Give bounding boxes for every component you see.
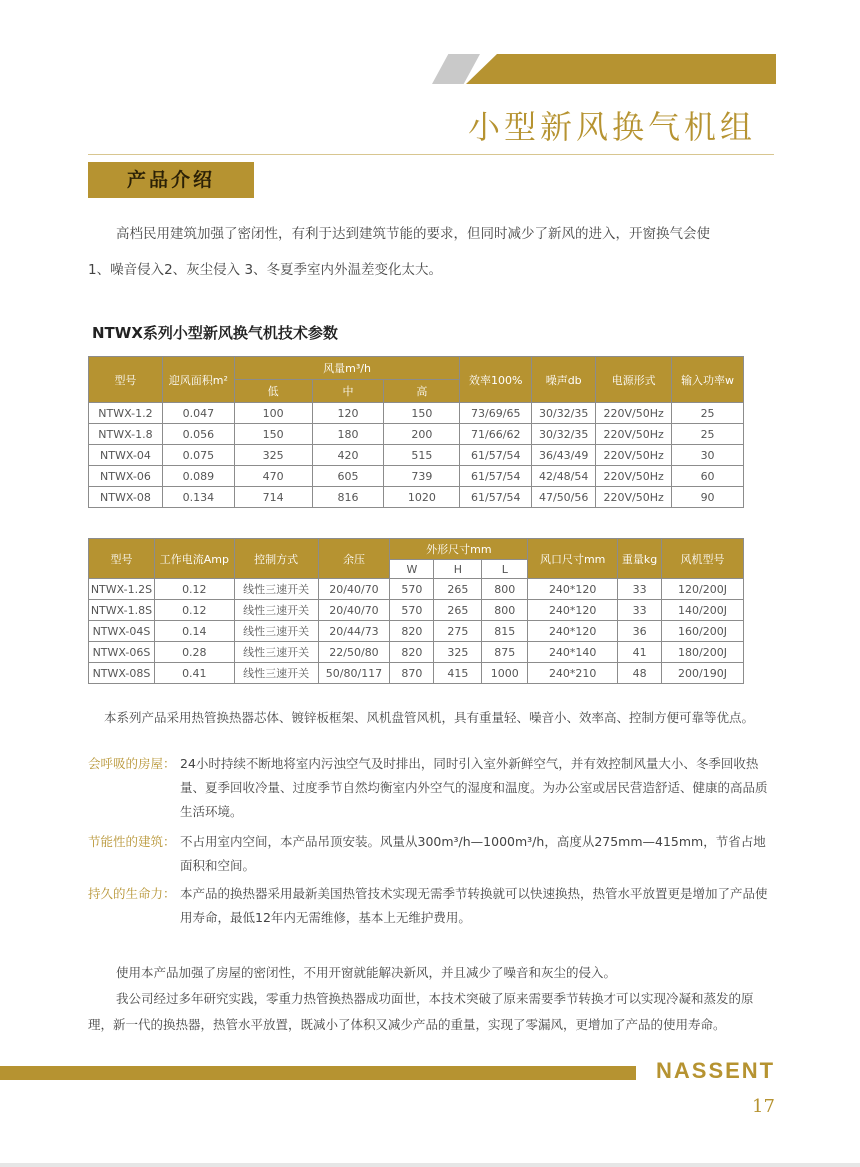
- table-row: [89, 600, 744, 621]
- table-cell: NTWX-08S: [89, 663, 155, 684]
- table-cell: 265: [434, 600, 482, 621]
- table-row: [89, 466, 744, 487]
- table-cell: 20/40/70: [318, 579, 390, 600]
- table-row: [89, 642, 744, 663]
- table-cell: 240*140: [528, 642, 618, 663]
- table-cell: 870: [390, 663, 434, 684]
- header-band-gold: [466, 54, 776, 84]
- table-row: [89, 487, 744, 508]
- table-cell: 875: [482, 642, 528, 663]
- t1-header-high: 高: [384, 380, 460, 403]
- intro-text: [88, 216, 778, 288]
- closing-text: [88, 960, 778, 1038]
- table-cell: 60: [672, 466, 744, 487]
- spec-table-1: [88, 356, 744, 508]
- t2-header-weight: 重量kg: [618, 539, 662, 579]
- table-cell: 325: [434, 642, 482, 663]
- table-cell: 61/57/54: [460, 487, 532, 508]
- table-cell: 420: [312, 445, 384, 466]
- feature-durability: [88, 882, 778, 930]
- table-cell: 61/57/54: [460, 445, 532, 466]
- t1-header-model: 型号: [89, 357, 163, 403]
- table-cell: 30: [672, 445, 744, 466]
- table-cell: 30/32/35: [532, 424, 596, 445]
- table-cell: 1000: [482, 663, 528, 684]
- table-cell: 1020: [384, 487, 460, 508]
- table-cell: 120/200J: [662, 579, 744, 600]
- table-cell: 815: [482, 621, 528, 642]
- table-row: [89, 445, 744, 466]
- table-cell: 470: [234, 466, 312, 487]
- table-cell: 36: [618, 621, 662, 642]
- page-number: 17: [752, 1096, 775, 1117]
- feature-text: 本产品的换热器采用最新美国热管技术实现无需季节转换就可以快速换热，热管水平放置更是增加了产品使用寿命，最低12年内无需维修，基本上无维护费用。: [180, 886, 768, 925]
- table-cell: 220V/50Hz: [596, 424, 672, 445]
- t1-header-mid: 中: [312, 380, 384, 403]
- t2-header-h: H: [434, 560, 482, 579]
- table-cell: 30/32/35: [532, 403, 596, 424]
- table-cell: 0.056: [162, 424, 234, 445]
- t2-header-fan: 风机型号: [662, 539, 744, 579]
- table-row: [89, 621, 744, 642]
- table-cell: 200: [384, 424, 460, 445]
- table-cell: NTWX-1.8: [89, 424, 163, 445]
- table-cell: NTWX-1.2: [89, 403, 163, 424]
- t1-header-airflow: 风量m³/h: [234, 357, 460, 380]
- table-cell: NTWX-1.2S: [89, 579, 155, 600]
- table-cell: 0.28: [154, 642, 234, 663]
- feature-text: 24小时持续不断地将室内污浊空气及时排出，同时引入室外新鲜空气，并有效控制风量大小、冬季回收热量、夏季回收冷量、过度季节自然均衡室内外空气的湿度和温度。为办公室或居民营造舒适、健康的高品质生活环境。: [180, 756, 768, 819]
- table-cell: 150: [234, 424, 312, 445]
- page-title: 小型新风换气机组: [467, 108, 756, 146]
- table-cell: 240*210: [528, 663, 618, 684]
- table-cell: 61/57/54: [460, 466, 532, 487]
- feature-text: 不占用室内空间，本产品吊顶安装。风量从300m³/h—1000m³/h，高度从275mm—415mm，节省占地面积和空间。: [180, 834, 766, 873]
- product-summary: 本系列产品采用热管换热器芯体、镀锌板框架、风机盘管风机，具有重量轻、噪音小、效率高、控制方便可靠等优点。: [104, 710, 755, 725]
- section-badge: 产品介绍: [88, 162, 254, 198]
- intro-line-1: 高档民用建筑加强了密闭性，有利于达到建筑节能的要求，但同时减少了新风的进入，开窗换气会使: [116, 226, 710, 242]
- table-row: [89, 424, 744, 445]
- t2-header-outlet: 风口尺寸mm: [528, 539, 618, 579]
- table-cell: 73/69/65: [460, 403, 532, 424]
- table-cell: 20/40/70: [318, 600, 390, 621]
- table-cell: 线性三速开关: [234, 621, 318, 642]
- table-cell: 25: [672, 424, 744, 445]
- table-cell: 180: [312, 424, 384, 445]
- table-cell: 41: [618, 642, 662, 663]
- table-cell: 140/200J: [662, 600, 744, 621]
- table-cell: 415: [434, 663, 482, 684]
- table-cell: 150: [384, 403, 460, 424]
- table-cell: 220V/50Hz: [596, 403, 672, 424]
- table-cell: 240*120: [528, 579, 618, 600]
- t1-header-area: 迎风面积m²: [162, 357, 234, 403]
- closing-p1: 使用本产品加强了房屋的密闭性，不用开窗就能解决新风，并且减少了噪音和灰尘的侵入。: [116, 965, 617, 980]
- table-cell: 36/43/49: [532, 445, 596, 466]
- table1-title: NTWX系列小型新风换气机技术参数: [92, 324, 338, 342]
- table-cell: NTWX-06S: [89, 642, 155, 663]
- table-cell: 33: [618, 600, 662, 621]
- table-cell: 线性三速开关: [234, 579, 318, 600]
- table-cell: 50/80/117: [318, 663, 390, 684]
- table-cell: 180/200J: [662, 642, 744, 663]
- table-cell: 0.14: [154, 621, 234, 642]
- table-cell: 0.075: [162, 445, 234, 466]
- table-cell: 25: [672, 403, 744, 424]
- intro-line-2: 1、噪音侵入2、灰尘侵入 3、冬夏季室内外温差变化太大。: [88, 262, 443, 278]
- t1-header-input-power: 输入功率w: [672, 357, 744, 403]
- table-cell: 20/44/73: [318, 621, 390, 642]
- table-cell: NTWX-08: [89, 487, 163, 508]
- table-cell: 275: [434, 621, 482, 642]
- spec-table-2: [88, 538, 744, 684]
- table-cell: 0.12: [154, 600, 234, 621]
- table-cell: 120: [312, 403, 384, 424]
- table-cell: 0.134: [162, 487, 234, 508]
- t2-header-current: 工作电流Amp: [154, 539, 234, 579]
- bottom-divider: [0, 1163, 860, 1167]
- table-cell: 220V/50Hz: [596, 466, 672, 487]
- table-cell: 线性三速开关: [234, 663, 318, 684]
- t2-header-l: L: [482, 560, 528, 579]
- table-cell: 820: [390, 621, 434, 642]
- feature-energy: [88, 830, 778, 878]
- table-cell: 240*120: [528, 600, 618, 621]
- title-rule: [88, 154, 774, 155]
- table-cell: 605: [312, 466, 384, 487]
- table-cell: 90: [672, 487, 744, 508]
- table-cell: 0.047: [162, 403, 234, 424]
- table-cell: 33: [618, 579, 662, 600]
- table-cell: 800: [482, 600, 528, 621]
- table-cell: 0.089: [162, 466, 234, 487]
- t2-header-dims: 外形尺寸mm: [390, 539, 528, 560]
- brand-logo: NASSENT: [656, 1058, 776, 1083]
- table-cell: 48: [618, 663, 662, 684]
- table-cell: 816: [312, 487, 384, 508]
- table-cell: 739: [384, 466, 460, 487]
- t2-header-pressure: 余压: [318, 539, 390, 579]
- table-cell: 线性三速开关: [234, 642, 318, 663]
- table-cell: 570: [390, 579, 434, 600]
- table-cell: 0.12: [154, 579, 234, 600]
- table-cell: 714: [234, 487, 312, 508]
- table-cell: 42/48/54: [532, 466, 596, 487]
- feature-label: 节能性的建筑：: [88, 834, 176, 849]
- table-row: [89, 579, 744, 600]
- table-cell: NTWX-04: [89, 445, 163, 466]
- table-cell: 线性三速开关: [234, 600, 318, 621]
- t1-header-power-type: 电源形式: [596, 357, 672, 403]
- table-cell: 515: [384, 445, 460, 466]
- closing-p2: 我公司经过多年研究实践，零重力热管换热器成功面世，本技术突破了原来需要季节转换才可以实现冷凝和蒸发的原理，新一代的换热器，热管水平放置，既减小了体积又减少产品的重量，实现了零漏风，更增加了产品的使用寿命。: [88, 991, 754, 1032]
- table-cell: 265: [434, 579, 482, 600]
- table-cell: NTWX-04S: [89, 621, 155, 642]
- feature-label: 持久的生命力：: [88, 886, 176, 901]
- table-cell: 800: [482, 579, 528, 600]
- t2-header-model: 型号: [89, 539, 155, 579]
- t1-header-noise: 噪声db: [532, 357, 596, 403]
- t1-header-low: 低: [234, 380, 312, 403]
- table-row: [89, 403, 744, 424]
- table-cell: 200/190J: [662, 663, 744, 684]
- table-cell: NTWX-1.8S: [89, 600, 155, 621]
- table-cell: 240*120: [528, 621, 618, 642]
- feature-label: 会呼吸的房屋：: [88, 756, 176, 771]
- table-cell: 160/200J: [662, 621, 744, 642]
- table-cell: 570: [390, 600, 434, 621]
- table-cell: 220V/50Hz: [596, 487, 672, 508]
- t2-header-control: 控制方式: [234, 539, 318, 579]
- feature-breathing: [88, 752, 778, 824]
- t2-header-w: W: [390, 560, 434, 579]
- table-cell: 0.41: [154, 663, 234, 684]
- table-row: [89, 663, 744, 684]
- table-cell: 325: [234, 445, 312, 466]
- table-cell: 820: [390, 642, 434, 663]
- table-cell: 220V/50Hz: [596, 445, 672, 466]
- table-cell: NTWX-06: [89, 466, 163, 487]
- table-cell: 71/66/62: [460, 424, 532, 445]
- t1-header-efficiency: 效率100%: [460, 357, 532, 403]
- table-cell: 47/50/56: [532, 487, 596, 508]
- table-cell: 22/50/80: [318, 642, 390, 663]
- footer-bar: [0, 1066, 636, 1080]
- table-cell: 100: [234, 403, 312, 424]
